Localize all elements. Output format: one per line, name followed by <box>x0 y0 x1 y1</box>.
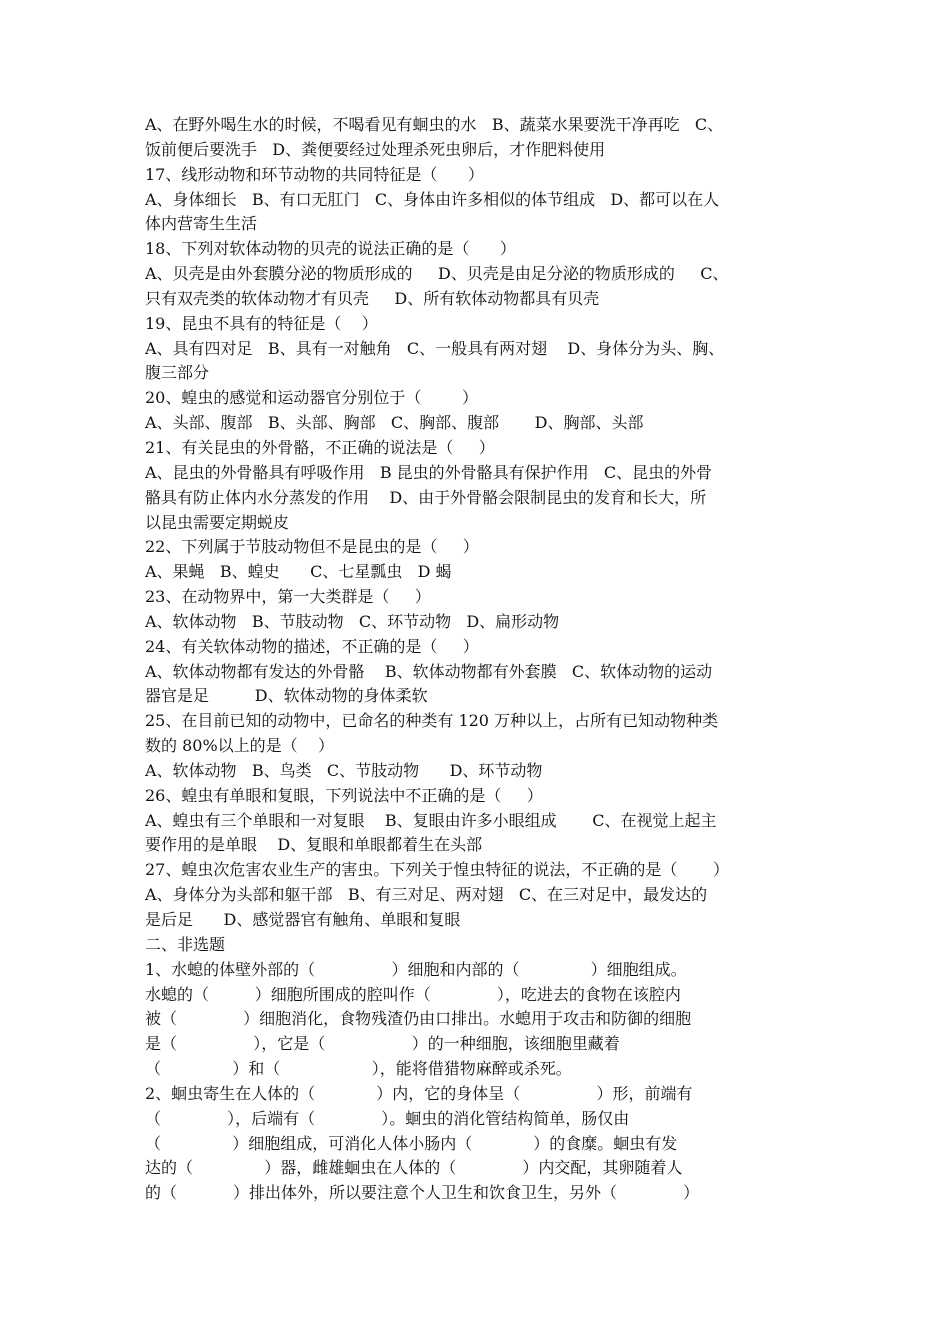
text-line: 二、非选题 <box>145 934 226 954</box>
text-line: 数的 80%以上的是（ ） <box>145 736 334 756</box>
text-line: 24、有关软体动物的描述，不正确的是（ ） <box>145 636 479 656</box>
text-line: 骼具有防止体内水分蒸发的作用 D、由于外骨骼会限制昆虫的发育和长大，所 <box>145 487 707 507</box>
text-line: 17、线形动物和环节动物的共同特征是（ ） <box>145 164 484 184</box>
text-line: （ ）细胞组成，可消化人体小肠内（ ）的食糜。蛔虫有发 <box>145 1133 678 1153</box>
text-line: 22、下列属于节肢动物但不是昆虫的是（ ） <box>145 537 479 557</box>
text-line: 只有双壳类的软体动物才有贝壳 D、所有软体动物都具有贝壳 <box>145 288 600 308</box>
text-line: A、贝壳是由外套膜分泌的物质形成的 D、贝壳是由足分泌的物质形成的 C、 <box>145 264 729 284</box>
text-line: A、软体动物 B、鸟类 C、节肢动物 D、环节动物 <box>145 760 543 780</box>
text-line: （ ）和（ ），能将借猎物麻醉或杀死。 <box>145 1059 572 1079</box>
text-line: A、果蝇 B、蝗史 C、七星瓢虫 D 蝎 <box>145 562 452 582</box>
text-line: 器官是足 D、软体动物的身体柔软 <box>145 686 428 706</box>
text-line: 达的（ ）器，雌雄蛔虫在人体的（ ）内交配，其卵随着人 <box>145 1158 683 1178</box>
text-line: （ ），后端有（ ）。蛔虫的消化管结构简单，肠仅由 <box>145 1108 630 1128</box>
text-line: 25、在目前已知的动物中，已命名的种类有 120 万种以上，占所有已知动物种类 <box>145 711 719 731</box>
text-line: 是后足 D、感觉器官有触角、单眼和复眼 <box>145 910 461 929</box>
text-line: 饭前便后要洗手 D、粪便要经过处理杀死虫卵后，才作肥料使用 <box>145 139 606 159</box>
text-line: A、头部、腹部 B、头部、胸部 C、胸部、腹部 D、胸部、头部 <box>145 413 644 433</box>
text-line: 19、昆虫不具有的特征是（ ） <box>145 313 378 333</box>
text-line: A、昆虫的外骨骼具有呼吸作用 B 昆虫的外骨骼具有保护作用 C、昆虫的外骨 <box>145 462 713 482</box>
text-line: 体内营寄生生活 <box>145 214 258 234</box>
text-line: 2、蛔虫寄生在人体的（ ）内，它的身体呈（ ）形，前端有 <box>145 1083 693 1103</box>
text-line: A、在野外喝生水的时候，不喝看见有蛔虫的水 B、蔬菜水果要洗干净再吃 C、 <box>145 115 724 134</box>
text-line: 水螅的（ ）细胞所围成的腔叫作（ ），吃进去的食物在该腔内 <box>145 984 681 1004</box>
document-page <box>145 113 810 1206</box>
text-line: 23、在动物界中，第一大类群是（ ） <box>145 587 431 607</box>
text-line: A、身体分为头部和躯干部 B、有三对足、两对翅 C、在三对足中，最发达的 <box>145 885 708 905</box>
text-line: A、身体细长 B、有口无肛门 C、身体由许多相似的体节组成 D、都可以在人 <box>145 189 720 209</box>
text-line: A、蝗虫有三个单眼和一对复眼 B、复眼由许多小眼组成 C、在视觉上起主 <box>145 810 717 830</box>
text-line: 21、有关昆虫的外骨骼，不正确的说法是（ ） <box>145 437 495 457</box>
text-line: 27、蝗虫次危害农业生产的害虫。下列关于惶虫特征的说法，不正确的是（ ） <box>145 860 729 880</box>
text-line: A、软体动物 B、节肢动物 C、环节动物 D、扁形动物 <box>145 611 560 631</box>
text-line: 要作用的是单眼 D、复眼和单眼都着生在头部 <box>145 835 483 855</box>
text-line: 18、下列对软体动物的贝壳的说法正确的是（ ） <box>145 239 516 259</box>
text-line: 26、蝗虫有单眼和复眼，下列说法中不正确的是（ ） <box>145 785 543 805</box>
text-line: 腹三部分 <box>145 363 210 383</box>
text-line: A、软体动物都有发达的外骨骼 B、软体动物都有外套膜 C、软体动物的运动 <box>145 661 713 681</box>
text-line: 是（ ），它是（ ）的一种细胞，该细胞里藏着 <box>145 1034 620 1054</box>
text-line: A、具有四对足 B、具有一对触角 C、一般具有两对翅 D、身体分为头、胸、 <box>145 338 725 358</box>
text-line: 20、蝗虫的感觉和运动器官分别位于（ ） <box>145 388 479 408</box>
text-line: 的（ ）排出体外，所以要注意个人卫生和饮食卫生，另外（ ） <box>145 1183 700 1203</box>
text-line: 以昆虫需要定期蜕皮 <box>145 512 290 532</box>
text-line: 被（ ）细胞消化，食物残渣仍由口排出。水螅用于攻击和防御的细胞 <box>145 1009 692 1029</box>
text-line: 1、水螅的体壁外部的（ ）细胞和内部的（ ）细胞组成。 <box>145 959 687 979</box>
